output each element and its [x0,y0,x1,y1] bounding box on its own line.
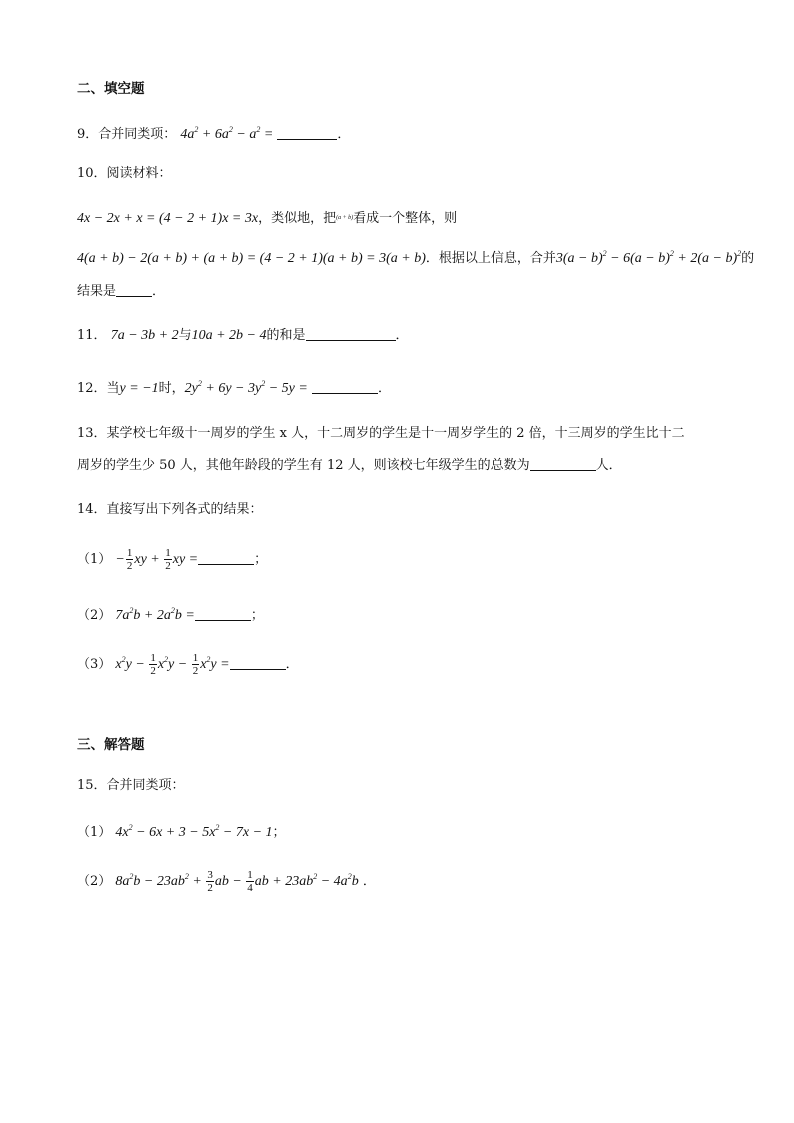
question-10-derivation-expression: 4(a + b) − 2(a + b) + (a + b) = (4 − 2 + 1)(a + b) = 3(a + b) [77,251,426,266]
question-11-text: 的和是 [266,328,306,343]
question-15-part-1-label: （1） [77,825,112,840]
question-10-small-expression: (a + b) [336,215,354,221]
question-10-text-c: ．根据以上信息，合并 [425,251,556,266]
answer-blank-14-2[interactable] [195,607,251,621]
answer-blank-10[interactable] [116,283,152,297]
question-13-line-2 [77,457,622,475]
question-14-part-2-label: （2） [77,608,112,623]
question-14-part-1 [77,543,267,577]
question-13-line-1: 13．某学校七年级十一周岁的学生 x 人，十二周岁的学生是十一周岁学生的 2 倍，十三周岁的学生比十二 [77,426,685,441]
question-10-example-expression: 4x − 2x + x = (4 − 2 + 1)x = 3x [77,211,259,226]
question-10-text-d: 的 [741,251,755,266]
question-15-part-1-expression: $4x^2 - 6x + 3 - 5x^2 - 7x - 1$ [115,823,273,840]
question-10-line-2 [77,245,754,268]
question-15-part-2-end: ． [362,874,376,889]
question-11-mid: 与 [178,328,192,343]
section-title-solutions: 三、解答题 [77,737,145,753]
question-11-expression-a: 7a − 3b + 2 [110,328,179,343]
question-15-part-1 [77,819,286,842]
question-10-text-e: 结果是 [77,284,117,299]
question-11-end: ． [395,328,409,343]
answer-blank-12[interactable] [312,380,378,394]
question-12-condition: y = −1 [119,381,159,396]
question-11-expression-b: 10a + 2b − 4 [191,328,267,343]
question-15-part-2-expression: $8a^2b - 23ab^2$ + $\frac{3}{2}$ ab − $\frac{1}{4}$ ab + $23ab^2 - 4a^2b$ [115,869,359,895]
answer-blank-11[interactable] [306,327,396,341]
question-15-part-2 [77,860,376,899]
question-9-label: 9．合并同类项： [77,127,177,142]
question-15-part-1-end: ； [272,825,286,840]
question-15-label: 15．合并同类项： [77,778,185,793]
question-10-text-b: 看成一个整体，则 [353,211,458,226]
question-14-part-1-label: （1） [77,552,112,567]
question-12 [77,375,391,398]
question-9-expression: $4a^2 + 6a^2 - a^2$ = [180,125,274,142]
answer-blank-14-1[interactable] [198,551,254,565]
question-9-end: ． [337,127,351,142]
question-11 [77,327,409,345]
question-10-line-3 [77,283,165,301]
question-14-part-2 [77,602,264,625]
question-15-part-2-label: （2） [77,874,112,889]
question-10-line-1 [77,209,457,228]
question-13-end: 人． [595,458,622,473]
question-9 [77,121,350,144]
question-12-expression: $2y^2 + 6y - 3y^2 - 5y$ = [184,379,308,396]
question-11-label: 11． [77,328,107,343]
question-10-end: ． [152,284,166,299]
answer-blank-9[interactable] [277,126,337,140]
question-14-part-3-end: ． [285,657,299,672]
question-10-label: 10．阅读材料： [77,166,172,181]
question-14-part-1-end: ； [254,552,268,567]
question-14-part-1-expression: − $\frac{1}{2}$ xy + $\frac{1}{2}$ xy = [115,547,199,573]
question-12-end: ． [377,381,391,396]
question-14-part-2-end: ； [250,608,264,623]
question-10-text-a: ，类似地，把 [258,211,337,226]
question-10-target-expression: $3(a - b)^2 - 6(a - b)^2 + 2(a - b)^2$ [555,249,742,266]
question-12-mid: 时， [158,381,185,396]
question-13-text: 周岁的学生少 50 人，其他年龄段的学生有 12 人，则该校七年级学生的总数为 [77,458,530,473]
section-title-fill-in: 二、填空题 [77,81,145,97]
question-14-label: 14．直接写出下列各式的结果： [77,502,263,517]
question-12-label: 12．当 [77,381,120,396]
answer-blank-13[interactable] [530,457,596,471]
question-14-part-2-expression: $7a^2b + 2a^2b$ = [115,606,195,623]
answer-blank-14-3[interactable] [230,656,286,670]
question-14-part-3 [77,643,299,682]
question-14-part-3-label: （3） [77,657,112,672]
question-14-part-3-expression: $x^2y$ − $\frac{1}{2}$ $x^2y$ − $\frac{1}{2}$ $x^2y$ = [115,652,230,678]
